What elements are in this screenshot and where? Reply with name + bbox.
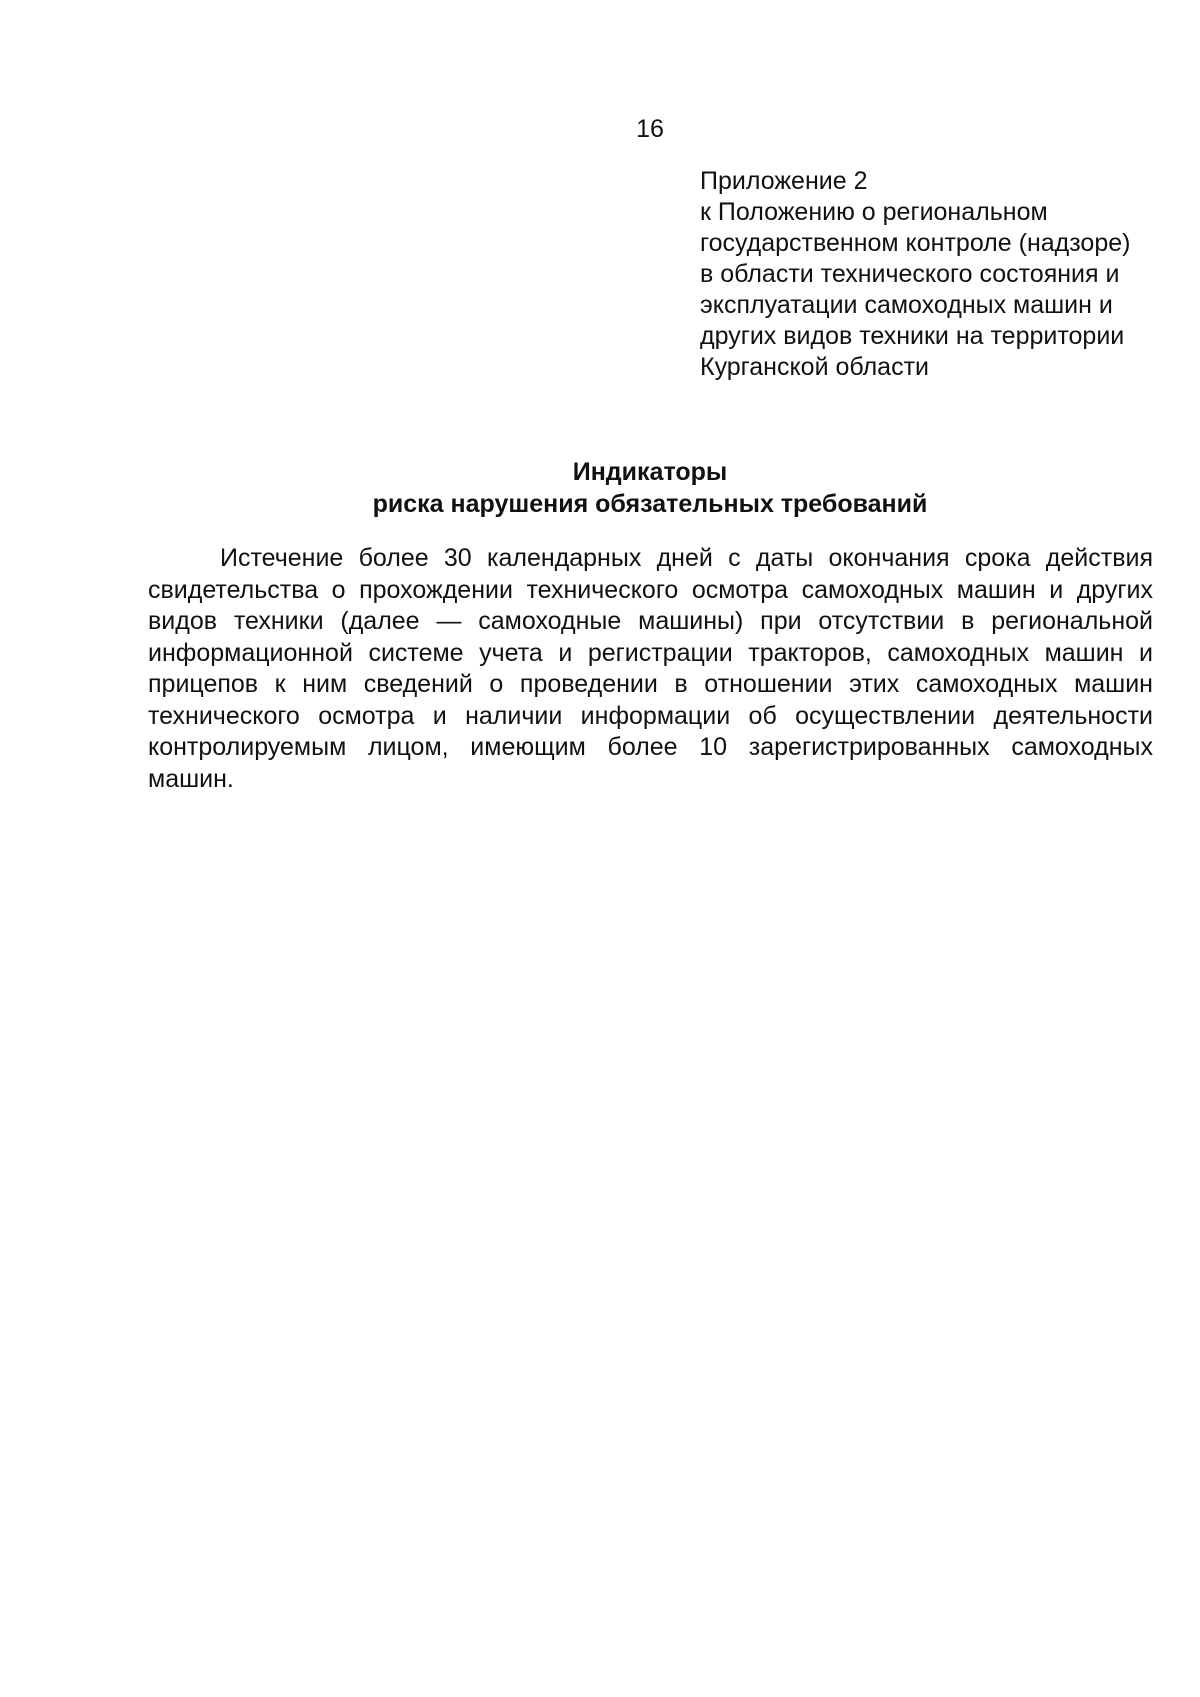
body-paragraph	[148, 543, 1153, 795]
paragraph-line: информационной системе учета и регистрации тракторов, самоходных машин и	[148, 638, 1153, 667]
appendix-line: Курганской области	[700, 353, 930, 381]
heading-title: Индикаторы	[572, 458, 728, 486]
appendix-line: в области технического состояния и	[700, 260, 1120, 288]
appendix-line: государственном контроле (надзоре)	[700, 229, 1131, 257]
page-number: 16	[636, 115, 664, 143]
document-heading	[150, 456, 1150, 520]
paragraph-line: технического осмотра и наличии информации об осуществлении деятельности	[148, 701, 1153, 730]
paragraph-line: машин.	[148, 764, 234, 793]
paragraph-line: Истечение более 30 календарных дней с даты окончания срока действия	[220, 544, 1153, 572]
appendix-block	[700, 166, 1170, 383]
paragraph-line: прицепов к ним сведений о проведении в отношении этих самоходных машин	[148, 670, 1153, 698]
paragraph-line: контролируемым лицом, имеющим более 10 зарегистрированных самоходных	[148, 733, 1153, 761]
appendix-line: эксплуатации самоходных машин и	[700, 291, 1113, 319]
appendix-line: Приложение 2	[700, 167, 868, 195]
paragraph-line: видов техники (далее — самоходные машины) при отсутствии в региональной	[148, 607, 1153, 635]
heading-subtitle: риска нарушения обязательных требований	[372, 490, 928, 518]
appendix-line: к Положению о региональном	[700, 198, 1048, 226]
appendix-line: других видов техники на территории	[700, 322, 1125, 350]
paragraph-line: свидетельства о прохождении технического осмотра самоходных машин и других	[148, 575, 1153, 604]
